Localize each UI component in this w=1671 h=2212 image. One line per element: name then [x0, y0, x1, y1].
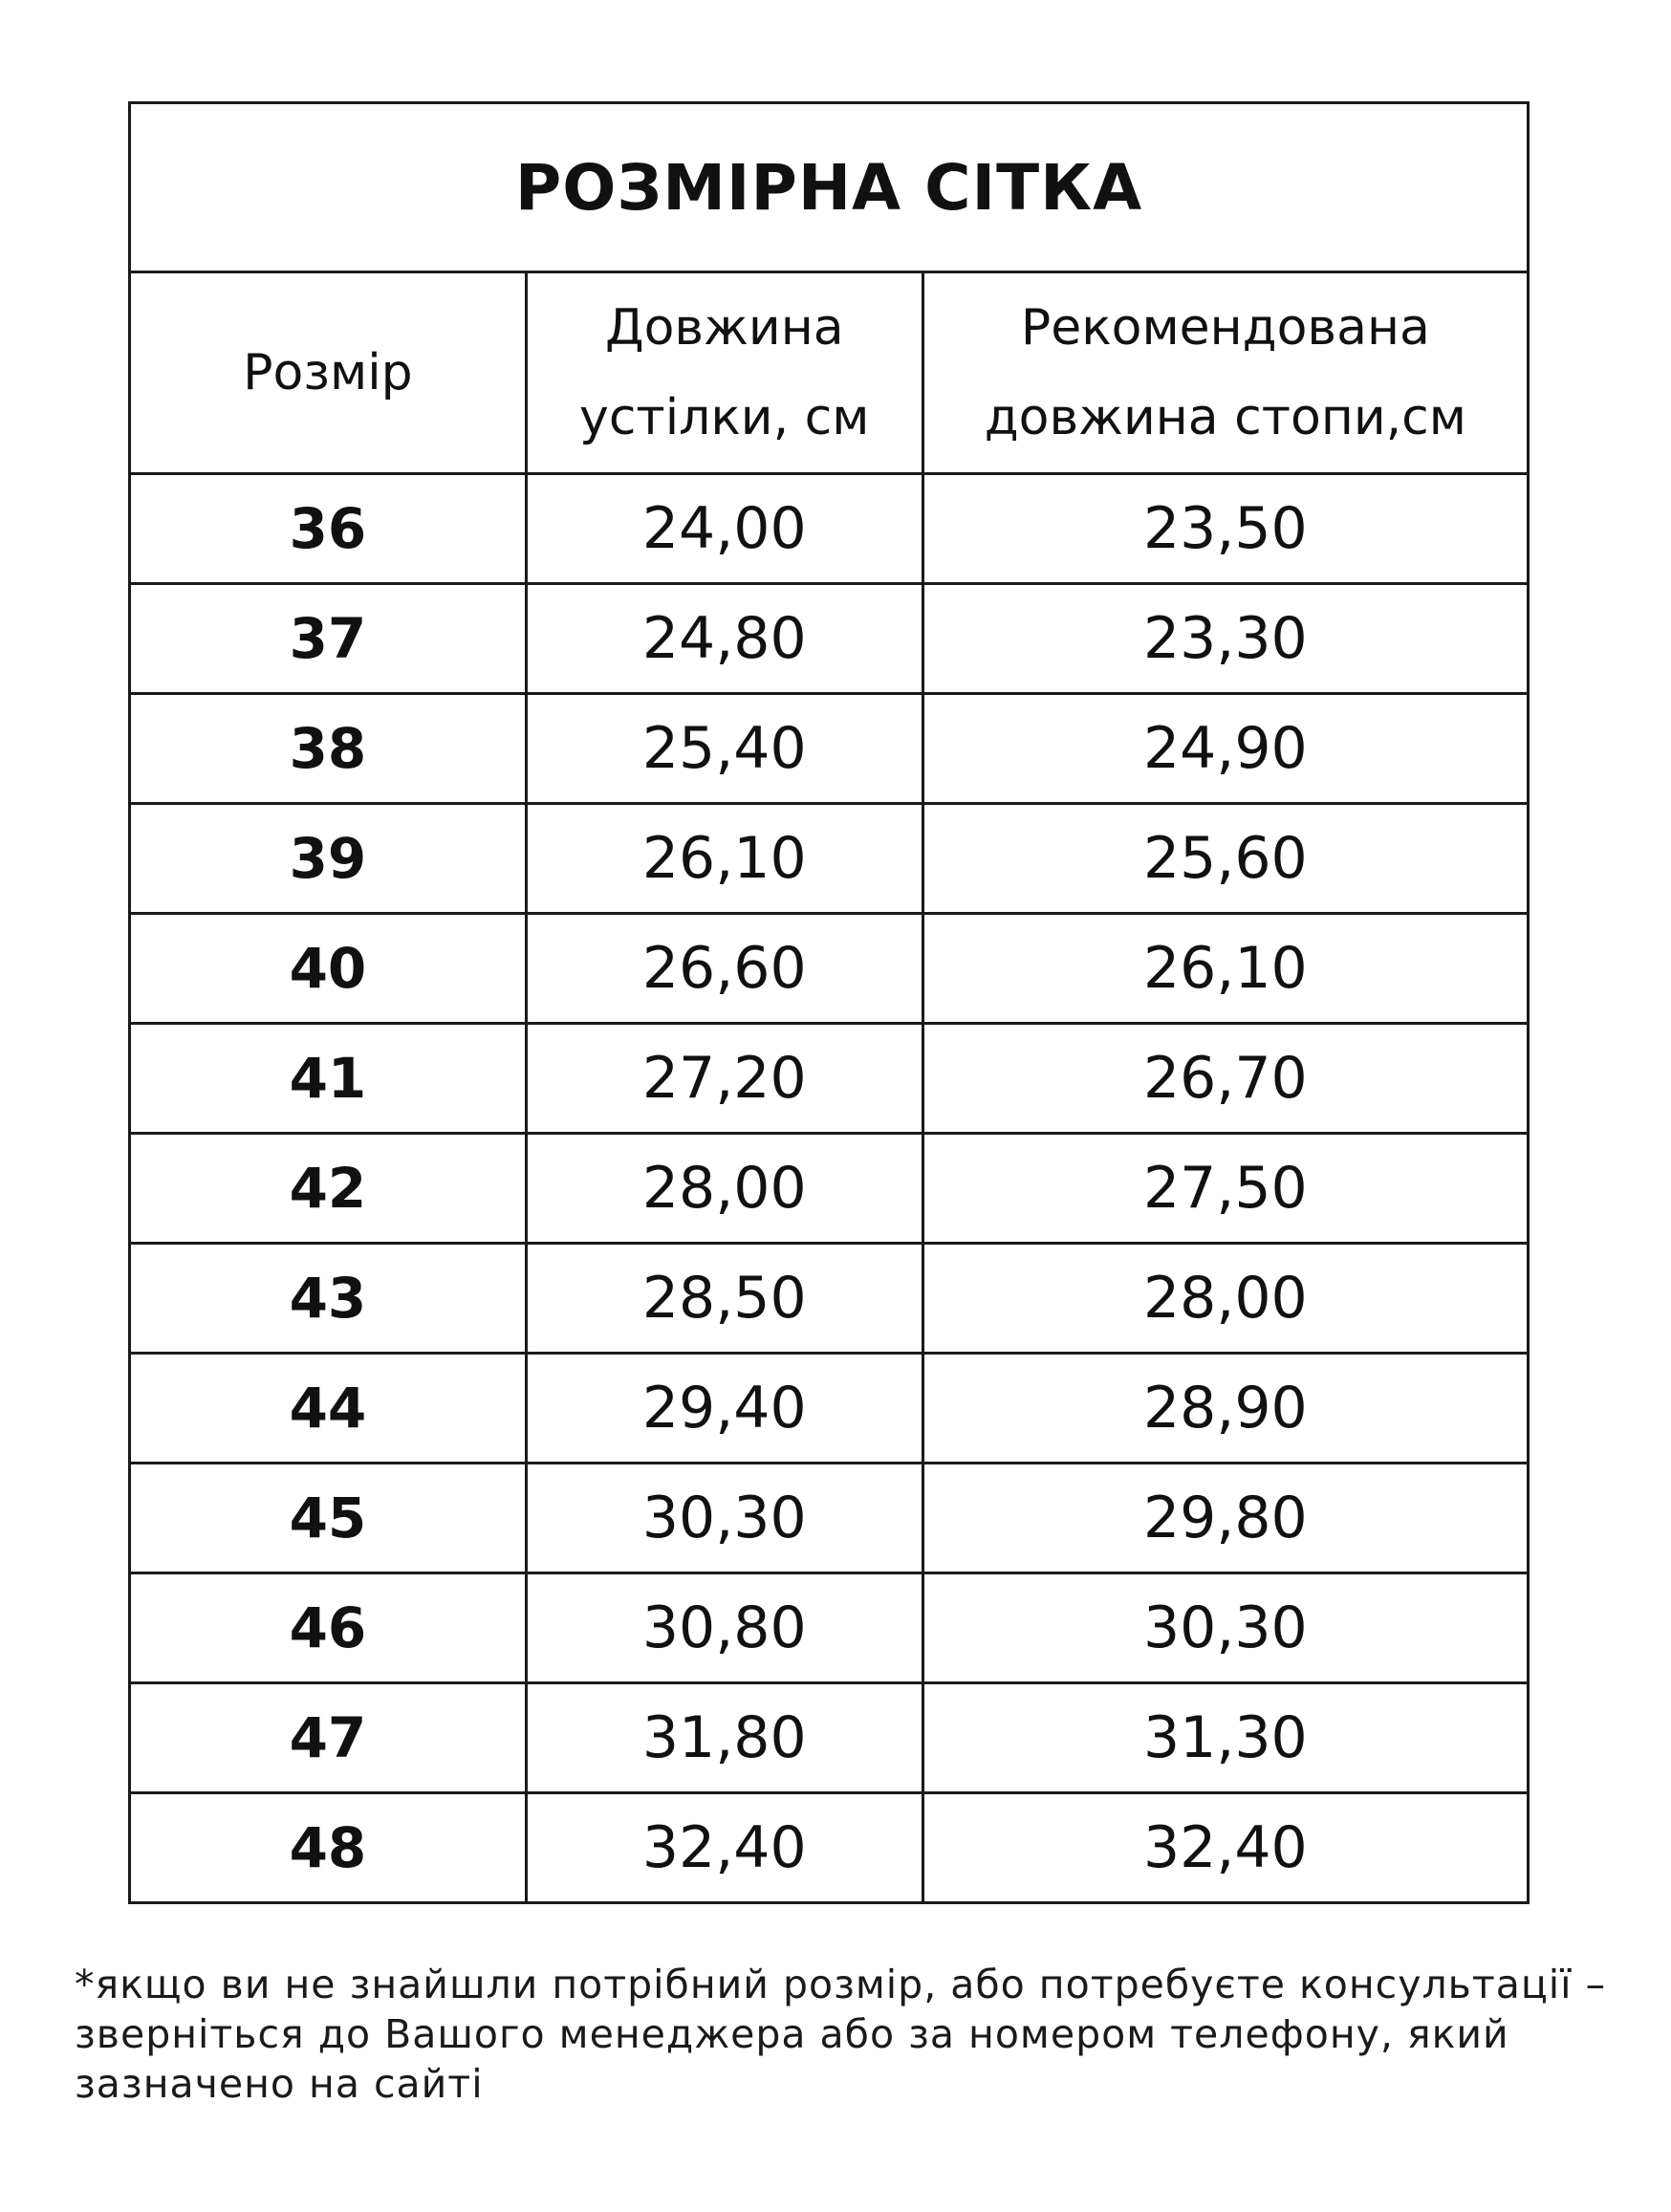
- size-cell: 43: [130, 1244, 527, 1354]
- footnote: [75, 1960, 1623, 2109]
- footnote-line-1: *якщо ви не знайшли потрібний розмір, або потребуєте консультації –: [75, 1962, 1607, 2007]
- header-foot-length: [922, 272, 1528, 474]
- header-insole-line-1: Довжина: [604, 299, 844, 357]
- footnote-line-2: зверніться до Вашого менеджера або за номером телефону, який: [75, 2011, 1509, 2057]
- size-cell: 41: [130, 1024, 527, 1134]
- insole-cell: 25,40: [526, 694, 922, 804]
- foot-cell: 23,30: [922, 584, 1528, 694]
- insole-cell: 29,40: [526, 1354, 922, 1464]
- size-cell: 44: [130, 1354, 527, 1464]
- table-row: [130, 914, 1529, 1024]
- table-row: [130, 1244, 1529, 1354]
- header-foot-line-2: довжина стопи,см: [984, 389, 1466, 446]
- foot-cell: 27,50: [922, 1134, 1528, 1244]
- size-cell: 45: [130, 1464, 527, 1573]
- foot-cell: 26,70: [922, 1024, 1528, 1134]
- size-cell: 47: [130, 1683, 527, 1793]
- size-cell: 46: [130, 1573, 527, 1683]
- table-row: [130, 804, 1529, 914]
- insole-cell: 30,80: [526, 1573, 922, 1683]
- insole-cell: 28,50: [526, 1244, 922, 1354]
- insole-cell: 24,00: [526, 474, 922, 584]
- insole-cell: 30,30: [526, 1464, 922, 1573]
- footnote-line-3: зазначено на сайті: [75, 2061, 484, 2107]
- header-row: [130, 272, 1529, 474]
- insole-cell: 26,10: [526, 804, 922, 914]
- table-row: [130, 1683, 1529, 1793]
- insole-cell: 31,80: [526, 1683, 922, 1793]
- table-row: [130, 1354, 1529, 1464]
- table-row: [130, 1134, 1529, 1244]
- foot-cell: 28,00: [922, 1244, 1528, 1354]
- foot-cell: 29,80: [922, 1464, 1528, 1573]
- header-insole-line-2: устілки, см: [579, 389, 870, 446]
- table-row: [130, 694, 1529, 804]
- size-cell: 48: [130, 1793, 527, 1903]
- header-size: Розмір: [130, 272, 527, 474]
- table-title: РОЗМІРНА СІТКА: [130, 103, 1529, 272]
- insole-cell: 28,00: [526, 1134, 922, 1244]
- foot-cell: 24,90: [922, 694, 1528, 804]
- table-row: [130, 584, 1529, 694]
- foot-cell: 31,30: [922, 1683, 1528, 1793]
- table-row: [130, 474, 1529, 584]
- table-row: [130, 1793, 1529, 1903]
- insole-cell: 24,80: [526, 584, 922, 694]
- size-chart-table: [128, 101, 1530, 1904]
- size-cell: 37: [130, 584, 527, 694]
- table-row: [130, 1464, 1529, 1573]
- size-cell: 36: [130, 474, 527, 584]
- foot-cell: 26,10: [922, 914, 1528, 1024]
- size-cell: 40: [130, 914, 527, 1024]
- table-row: [130, 1024, 1529, 1134]
- insole-cell: 26,60: [526, 914, 922, 1024]
- header-foot-line-1: Рекомендована: [1020, 299, 1430, 357]
- header-insole-length: [526, 272, 922, 474]
- size-cell: 38: [130, 694, 527, 804]
- size-cell: 42: [130, 1134, 527, 1244]
- foot-cell: 23,50: [922, 474, 1528, 584]
- foot-cell: 25,60: [922, 804, 1528, 914]
- size-cell: 39: [130, 804, 527, 914]
- insole-cell: 32,40: [526, 1793, 922, 1903]
- size-rows: [130, 474, 1529, 1903]
- insole-cell: 27,20: [526, 1024, 922, 1134]
- table-row: [130, 1573, 1529, 1683]
- foot-cell: 30,30: [922, 1573, 1528, 1683]
- title-row: [130, 103, 1529, 272]
- foot-cell: 32,40: [922, 1793, 1528, 1903]
- foot-cell: 28,90: [922, 1354, 1528, 1464]
